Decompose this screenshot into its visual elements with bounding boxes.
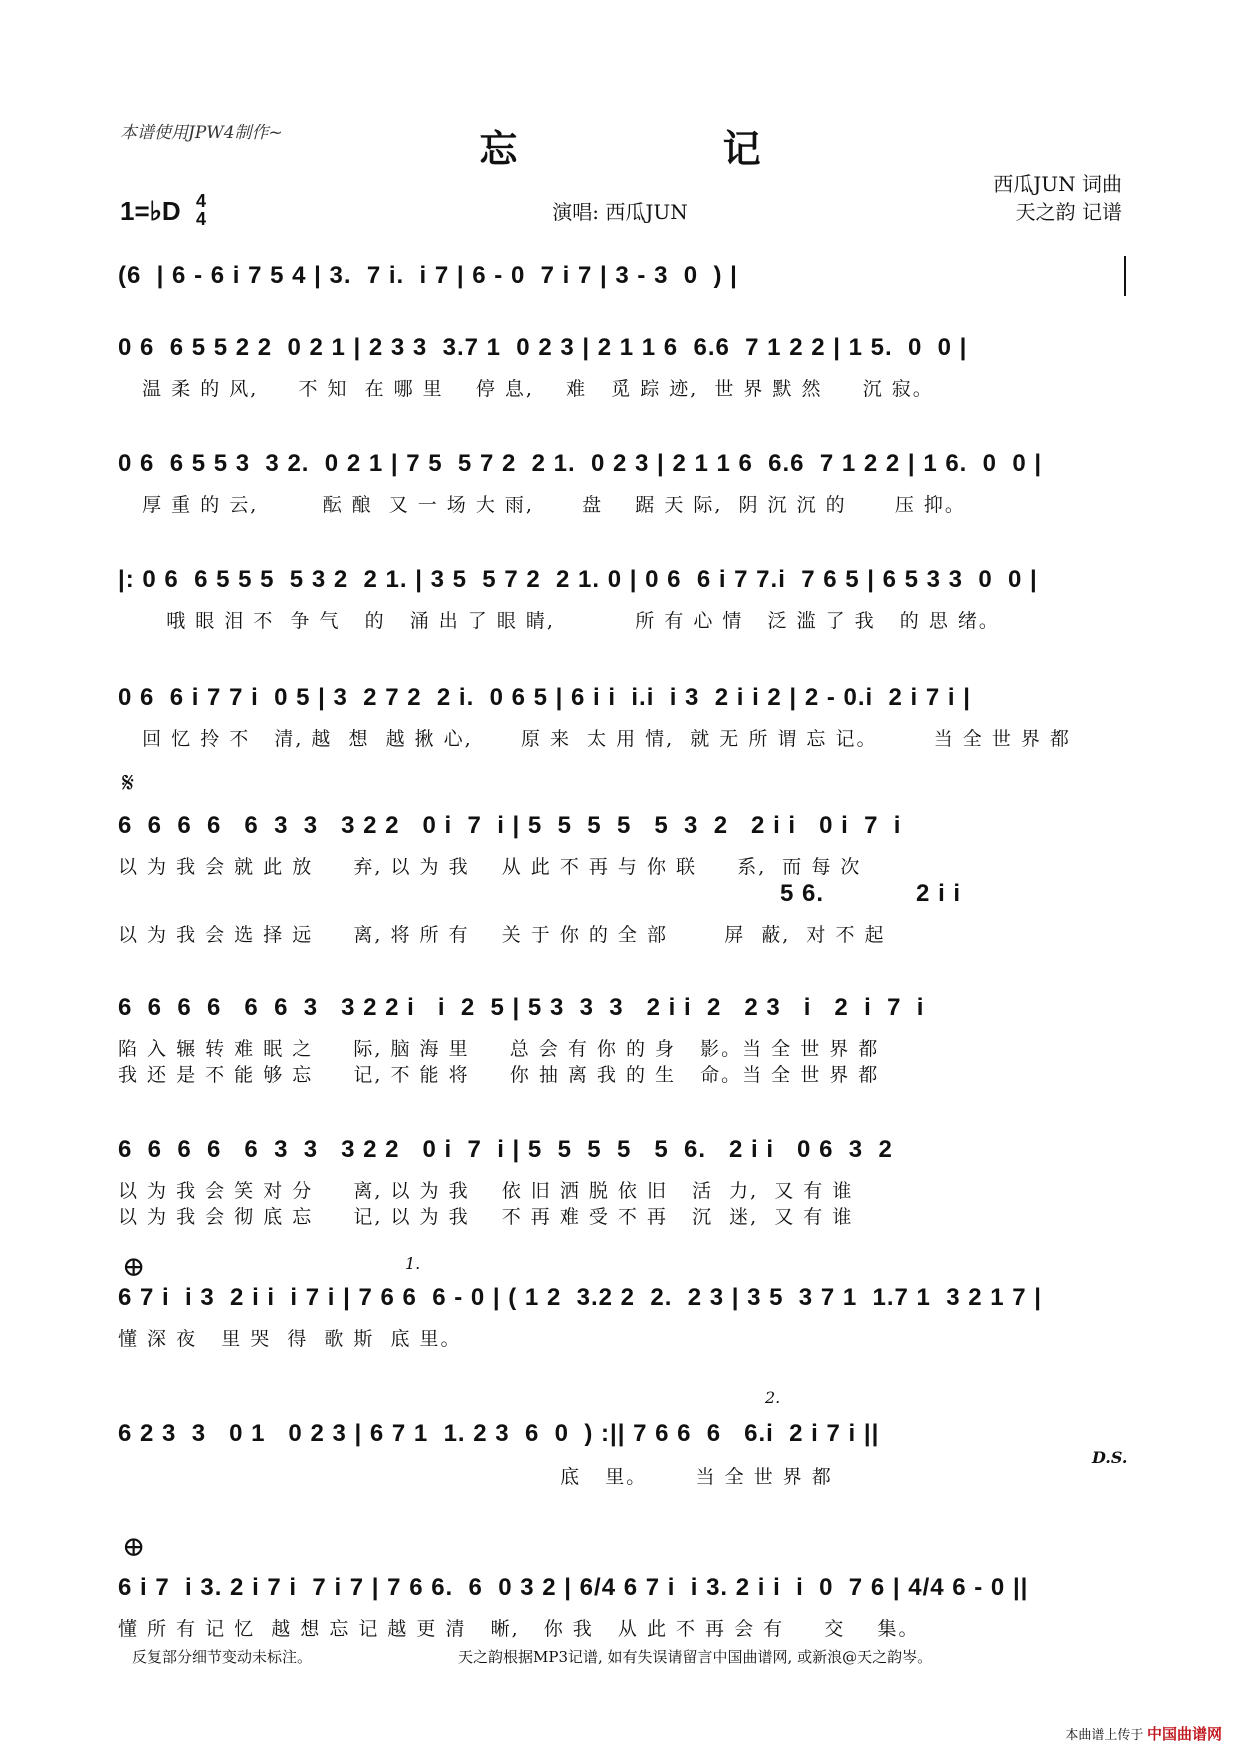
- music-line-8: 6 6 6 6 6 3 3 3 2 2 0 i 7 i | 5 5 5 5 5 6. 2 i i 0 6 3 2: [118, 1136, 893, 1163]
- lyricist-composer: 西瓜JUN 词曲: [993, 172, 1122, 196]
- lyric-line-6a: 以 为 我 会 就 此 放 弃, 以 为 我 从 此 不 再 与 你 联 系, 而 每 次: [118, 856, 862, 878]
- lyric-line-2: 温 柔 的 风, 不 知 在 哪 里 停 息, 难 觅 踪 迹, 世 界 默 然 沉 寂。: [118, 378, 934, 400]
- site-brand: [1065, 1723, 1222, 1744]
- singer: 演唱: 西瓜JUN: [552, 200, 688, 224]
- lyric-line-11: 懂 所 有 记 忆 越 想 忘 记 越 更 清 晰, 你 我 从 此 不 再 会 有 交 集。: [118, 1618, 920, 1640]
- music-line-11: 6 i 7 i 3. 2 i 7 i 7 i 7 | 7 6 6. 6 0 3 2 | 6/4 6 7 i i 3. 2 i i i 0 7 6 | 4/4 6 - 0 ||: [118, 1574, 1029, 1601]
- music-line-10: 6 2 3 3 0 1 0 2 3 | 6 7 1 1. 2 3 6 0 ) :|| 7 6 6 6 6.i 2 i 7 i ||: [118, 1420, 880, 1447]
- brand-prefix: 本曲谱上传于: [1065, 1727, 1144, 1742]
- lyric-line-3: 厚 重 的 云, 酝 酿 又 一 场 大 雨, 盘 踞 天 际, 阴 沉 沉 的 压 抑。: [118, 494, 966, 516]
- coda-icon: ⊕: [122, 1250, 146, 1283]
- time-signature-top: 4: [196, 191, 207, 211]
- footer-note-right: 天之韵根据MP3记谱, 如有失误请留言中国曲谱网, 或新浪@天之韵岑。: [458, 1648, 933, 1666]
- transcriber: 天之韵 记谱: [1015, 200, 1122, 224]
- lyric-line-8b: 以 为 我 会 彻 底 忘 记, 以 为 我 不 再 难 受 不 再 沉 迷, 又 有 谁: [118, 1206, 854, 1228]
- music-line-6: 6 6 6 6 6 3 3 3 2 2 0 i 7 i | 5 5 5 5 5 3 2 2 i i 0 i 7 i: [118, 812, 902, 839]
- lyric-line-10: 底 里。 当 全 世 界 都: [118, 1466, 833, 1488]
- lyric-line-4: 哦 眼 泪 不 争 气 的 涌 出 了 眼 睛, 所 有 心 情 泛 滥 了 我 的 思 绪。: [118, 610, 1000, 632]
- music-line-4: |: 0 6 6 5 5 5 5 3 2 2 1. | 3 5 5 7 2 2 1. 0 | 0 6 6 i 7 7.i 7 6 5 | 6 5 3 3 0 0 |: [118, 566, 1038, 593]
- dal-segno-mark: D.S.: [1092, 1448, 1128, 1467]
- music-line-3: 0 6 6 5 5 3 3 2. 0 2 1 | 7 5 5 7 2 2 1. 0 2 3 | 2 1 1 6 6.6 7 1 2 2 | 1 6. 0 0 |: [118, 450, 1043, 477]
- alternate-notes: 5 6. 2 i i: [780, 880, 962, 907]
- music-line-2: 0 6 6 5 5 2 2 0 2 1 | 2 3 3 3.7 1 0 2 3 | 2 1 1 6 6.6 7 1 2 2 | 1 5. 0 0 |: [118, 334, 968, 361]
- music-line-1: (6 | 6 - 6 i 7 5 4 | 3. 7 i. i 7 | 6 - 0 7 i 7 | 3 - 3 0 ) |: [118, 262, 738, 289]
- lyric-line-8a: 以 为 我 会 笑 对 分 离, 以 为 我 依 旧 洒 脱 依 旧 活 力, 又 有 谁: [118, 1180, 854, 1202]
- music-line-9: 6 7 i i 3 2 i i i 7 i | 7 6 6 6 - 0 | ( 1 2 3.2 2 2. 2 3 | 3 5 3 7 1 1.7 1 3 2 1 7 |: [118, 1284, 1043, 1311]
- lyric-line-9: 懂 深 夜 里 哭 得 歌 斯 底 里。: [118, 1328, 462, 1350]
- music-line-5: 0 6 6 i 7 7 i 0 5 | 3 2 7 2 2 i. 0 6 5 | 6 i i i.i i 3 2 i i 2 | 2 - 0.i 2 i 7 i |: [118, 684, 971, 711]
- lyric-line-7b: 我 还 是 不 能 够 忘 记, 不 能 将 你 抽 离 我 的 生 命。当 全 世 界 都: [118, 1064, 880, 1086]
- software-note: 本谱使用JPW4制作~: [120, 123, 283, 143]
- brand-name: 中国曲谱网: [1146, 1726, 1222, 1743]
- key-signature: 1=♭D: [120, 196, 181, 226]
- lyric-line-7a: 陷 入 辗 转 难 眠 之 际, 脑 海 里 总 会 有 你 的 身 影。当 全 世 界 都: [118, 1038, 880, 1060]
- volta-1: 1.: [405, 1254, 421, 1273]
- page-title: 忘 记: [479, 126, 857, 171]
- lyric-line-6b: 以 为 我 会 选 择 远 离, 将 所 有 关 于 你 的 全 部 屏 蔽, 对 不 起: [118, 924, 886, 946]
- time-signature-bottom: 4: [196, 209, 207, 229]
- volta-2: 2.: [765, 1388, 781, 1407]
- lyric-line-5: 回 忆 拎 不 清, 越 想 越 揪 心, 原 来 太 用 情, 就 无 所 谓 忘 记。 当 全 世 界 都: [118, 728, 1071, 750]
- music-line-7: 6 6 6 6 6 6 3 3 2 2 i i 2 5 | 5 3 3 3 2 i i 2 2 3 i 2 i 7 i: [118, 994, 925, 1021]
- footer-note-left: 反复部分细节变动未标注。: [132, 1648, 313, 1666]
- segno-icon: 𝄋: [122, 766, 135, 799]
- coda-icon-2: ⊕: [122, 1530, 146, 1563]
